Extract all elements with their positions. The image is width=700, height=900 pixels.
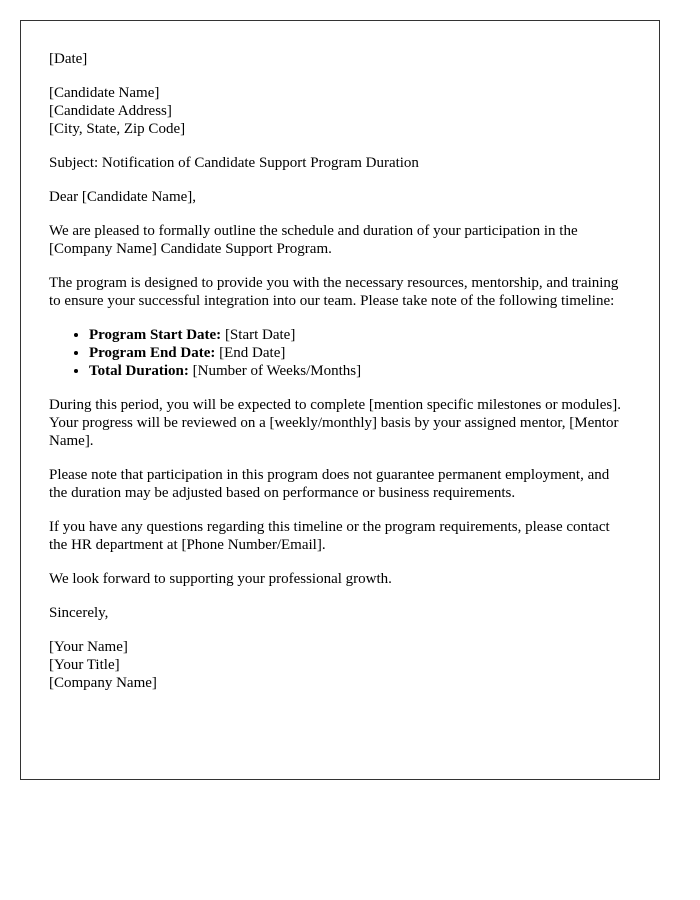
signature-title: [Your Title] (49, 657, 120, 673)
signature-name: [Your Name] (49, 639, 128, 655)
timeline-item-end-date (89, 344, 631, 362)
expectations-paragraph: During this period, you will be expected to complete [mention specific milestones or modules]. Your progress will be reviewed on a [weekly/monthly] basis by your assigned mentor, [Mentor Name]. (49, 397, 621, 449)
program-description-paragraph: The program is designed to provide you with the necessary resources, mentorship, and training to ensure your successful integration into our team. Please take note of the following timeline: (49, 275, 619, 309)
timeline-value: [End Date] (215, 345, 286, 361)
disclaimer-paragraph: Please note that participation in this program does not guarantee permanent employment, and the duration may be adjusted based on performance or business requirements. (49, 467, 610, 501)
letter-page (20, 20, 660, 780)
signature-company: [Company Name] (49, 675, 157, 691)
timeline-item-total-duration (89, 362, 631, 380)
timeline-value: [Number of Weeks/Months] (188, 363, 362, 379)
letter-salutation: Dear [Candidate Name], (49, 189, 197, 205)
recipient-address: [Candidate Address] (49, 103, 172, 119)
timeline-label: Program End Date: (89, 345, 216, 361)
intro-paragraph: We are pleased to formally outline the schedule and duration of your participation in the [Company Name] Candidate Support Program. (49, 223, 578, 257)
recipient-address-block (49, 84, 631, 138)
closing-remark-paragraph: We look forward to supporting your professional growth. (49, 571, 392, 587)
timeline-list (49, 326, 631, 380)
recipient-name: [Candidate Name] (49, 85, 160, 101)
contact-paragraph: If you have any questions regarding this timeline or the program requirements, please contact the HR department at [Phone Number/Email]. (49, 519, 610, 553)
letter-subject: Subject: Notification of Candidate Support Program Duration (49, 155, 419, 171)
signature-block (49, 638, 631, 692)
timeline-item-start-date (89, 326, 631, 344)
timeline-value: [Start Date] (221, 327, 296, 343)
letter-closing: Sincerely, (49, 605, 109, 621)
letter-date: [Date] (49, 51, 88, 67)
recipient-city-state-zip: [City, State, Zip Code] (49, 121, 186, 137)
timeline-label: Total Duration: (89, 363, 189, 379)
timeline-label: Program Start Date: (89, 327, 222, 343)
